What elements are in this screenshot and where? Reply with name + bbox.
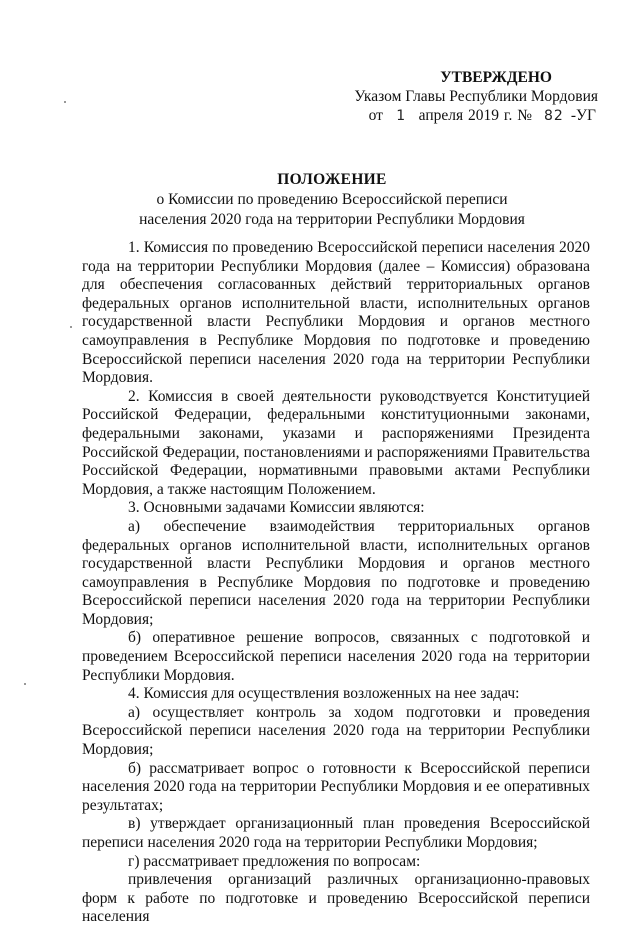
decree-number-suffix: -УГ	[570, 107, 596, 124]
paragraph: а) осуществляет контроль за ходом подготовки и проведения Всероссийской переписи населения 2020 года на территории Республики Мордовия;	[82, 703, 590, 759]
scan-artifact	[70, 326, 72, 328]
title-line-2: населения 2020 года на территории Республики Мордовия	[139, 211, 525, 228]
title-heading: ПОЛОЖЕНИЕ	[277, 171, 387, 188]
date-prefix: от	[368, 107, 383, 124]
paragraph: 2. Комиссия в своей деятельности руководствуется Конституцией Российской Федерации, федеральными конституционными законами, федеральными законами, указами и распоряжениями Президента Российской Федерации, постановлениями и распоряжениями Правительства Российской Федерации, нормативными правовыми актами Республики Мордовия, а также настоящим Положением.	[82, 387, 590, 498]
date-month-year: апреля 2019 г. №	[418, 107, 533, 124]
document-title	[82, 170, 582, 230]
paragraph: б) оперативное решение вопросов, связанных с подготовкой и проведением Всероссийской переписи населения 2020 года на территории Республики Мордовия.	[82, 629, 590, 684]
approval-heading: УТВЕРЖДЕНО	[440, 69, 552, 86]
paragraph: 3. Основными задачами Комиссии являются:	[128, 499, 425, 517]
paragraph: привлечения организаций различных организационно-правовых форм к работе по подготовке и проведению Всероссийской переписи населения	[82, 871, 590, 926]
date-day: 1	[396, 108, 406, 124]
approval-date-line	[354, 106, 596, 126]
decree-number: 82	[543, 108, 564, 124]
paragraph: а) обеспечение взаимодействия территориальных органов федеральных органов исполнительной власти, исполнительных органов государственной власти Республики Мордовия и органов местного самоуправления в Республике Мордовия по подготовке и проведению Всероссийской переписи населения 2020 года на территории Республики Мордовия;	[82, 517, 590, 628]
scan-artifact	[24, 683, 26, 685]
paragraph: 4. Комиссия для осуществления возложенных на нее задач:	[128, 685, 520, 703]
title-line-1: о Комиссии по проведению Всероссийской переписи	[156, 191, 508, 208]
paragraph: в) утверждает организационный план проведения Всероссийской переписи населения 2020 года на территории Республики Мордовия;	[82, 815, 590, 851]
document-body	[82, 239, 590, 927]
paragraph: г) рассматривает предложения по вопросам:	[128, 852, 421, 870]
approval-stamp	[354, 68, 598, 126]
paragraph: б) рассматривает вопрос о готовности к Всероссийской переписи населения 2020 года на территории Республики Мордовия и ее оперативных результатах;	[82, 759, 590, 814]
scan-artifact	[64, 101, 66, 103]
paragraph: 1. Комиссия по проведению Всероссийской переписи населения 2020 года на территории Республики Мордовия (далее – Комиссия) образована для обеспечения согласованных действий территориальных органов федеральных органов исполнительной власти, исполнительных органов государственной власти Республики Мордовия и органов местного самоуправления в Республике Мордовия по подготовке и проведению Всероссийской переписи населения 2020 года на территории Республики Мордовия.	[82, 239, 590, 387]
approval-decree: Указом Главы Республики Мордовия	[354, 88, 598, 105]
